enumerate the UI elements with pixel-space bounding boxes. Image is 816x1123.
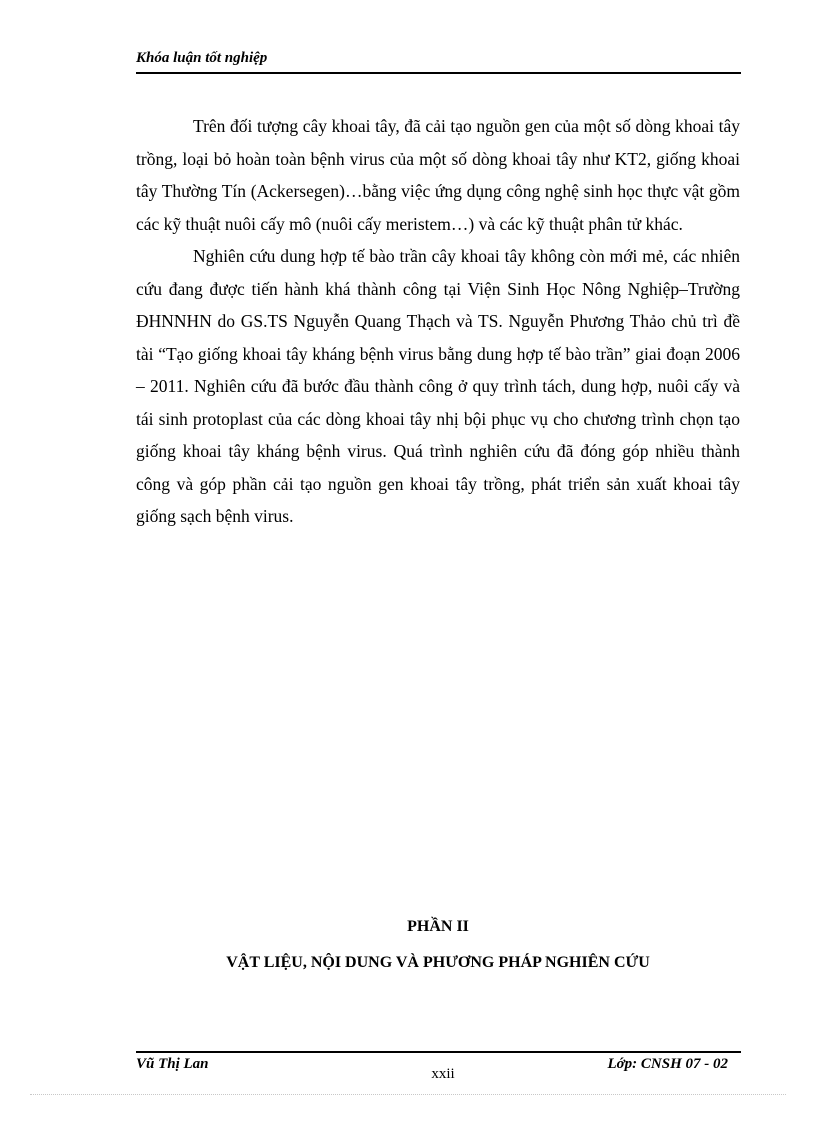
- section-title: VẬT LIỆU, NỘI DUNG VÀ PHƯƠNG PHÁP NGHIÊN CỨU: [226, 954, 650, 971]
- page-number: xxii: [431, 1066, 455, 1082]
- section-number: PHẦN II: [407, 918, 469, 935]
- page-header: [136, 50, 741, 74]
- paragraph: Trên đối tượng cây khoai tây, đã cải tạo nguồn gen của một số dòng khoai tây trồng, loại bỏ hoàn toàn bệnh virus của một số dòng khoai tây như KT2, giống khoai tây Thường Tín (Ackersegen)…bằng việc ứng dụng công nghệ sinh học thực vật gồm các kỹ thuật nuôi cấy mô (nuôi cấy meristem…) và các kỹ thuật phân tử khác.: [136, 116, 740, 234]
- footer-class: Lớp: CNSH 07 - 02: [607, 1056, 728, 1072]
- page-edge-divider: [30, 1094, 786, 1095]
- body-text: [136, 110, 740, 533]
- header-title: Khóa luận tốt nghiệp: [136, 50, 268, 66]
- paragraph: Nghiên cứu dung hợp tế bào trần cây khoai tây không còn mới mẻ, các nhiên cứu đang được tiến hành khá thành công tại Viện Sinh Học Nông Nghiệp–Trường ĐHNNHN do GS.TS Nguyễn Quang Thạch và TS. Nguyễn Phương Thảo chủ trì đề tài “Tạo giống khoai tây kháng bệnh virus bằng dung hợp tế bào trần” giai đoạn 2006 – 2011. Nghiên cứu đã bước đầu thành công ở quy trình tách, dung hợp, nuôi cấy và tái sinh protoplast của các dòng khoai tây nhị bội phục vụ cho chương trình chọn tạo giống khoai tây kháng bệnh virus. Quá trình nghiên cứu đã đóng góp nhiều thành công và góp phần cải tạo nguồn gen khoai tây trồng, phát triển sản xuất khoai tây giống sạch bệnh virus.: [136, 246, 740, 526]
- footer-divider: [136, 1051, 741, 1053]
- footer-author: Vũ Thị Lan: [136, 1056, 209, 1072]
